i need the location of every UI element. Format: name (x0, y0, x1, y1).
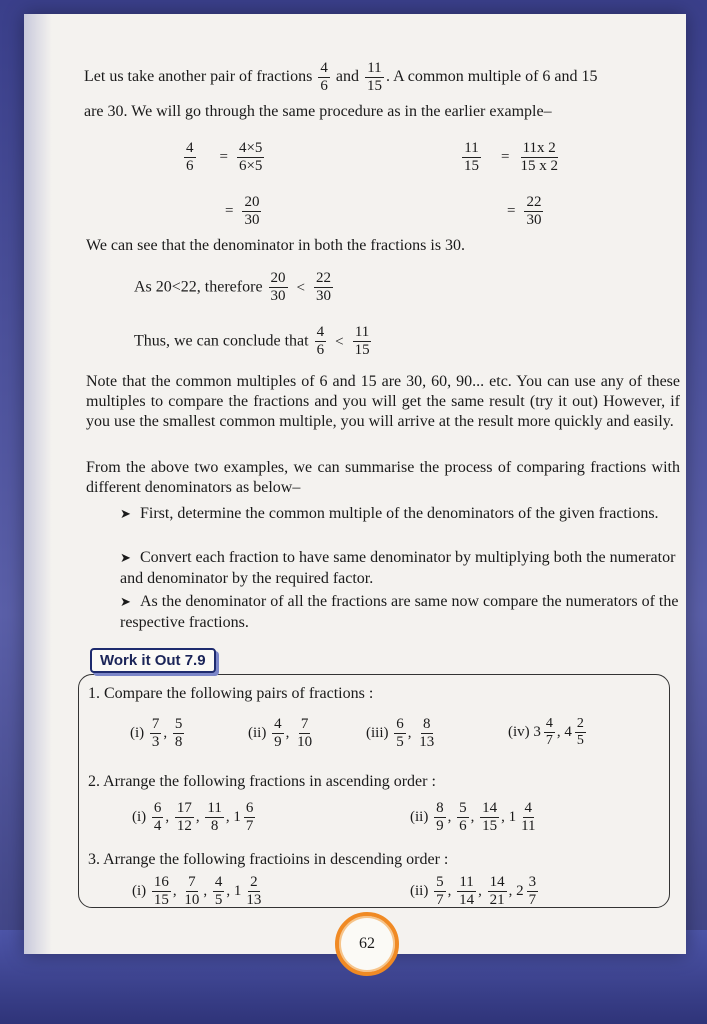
question-3: 3. Arrange the following fractioins in descending order : (88, 851, 449, 868)
question-1: 1. Compare the following pairs of fractions : (88, 685, 374, 702)
q1-item-ii: (ii) $\frac{4}{9}$ , $\frac{7}{10}$ (248, 716, 313, 750)
arrow-icon: ➤ (120, 551, 131, 566)
intro-text-a: Let us take another pair of fractions (84, 68, 313, 86)
work-left-eq1: $\frac{4}{6}$ = $\frac{4\times 5}{6\times 5}$ (186, 140, 263, 174)
denominator-note: We can see that the denominator in both the fractions is 30. (86, 237, 466, 254)
intro-line-1 (84, 60, 598, 95)
step-1: ➤ First, determine the common multiple of the denominators of the given fractions. (120, 504, 680, 525)
as-line: As 20<22, therefore $\frac{20}{30}$ < $\frac{22}{30}$ (134, 270, 332, 304)
q3-item-ii: (ii) $\frac{5}{7}$ , $\frac{11}{14}$ , $\frac{14}{21}$ , 2 $\frac{3}{7}$ (410, 874, 537, 908)
intro-text-b: . A common multiple of 6 and 15 (385, 68, 598, 86)
summary-paragraph: From the above two examples, we can summarise the process of comparing fractions with different denominators as below– (86, 459, 680, 496)
q1-item-iii: (iii) $\frac{6}{5}$ , $\frac{8}{13}$ (366, 716, 435, 750)
work-right-eq1: $\frac{11}{15}$ = $\frac{11x 2}{15 x 2}$ (464, 140, 558, 174)
q1-item-iv: (iv) 3 $\frac{4}{7}$ , 4 $\frac{2}{5}$ (508, 716, 584, 748)
page-number: 62 (335, 912, 399, 976)
fraction-4-6: $\frac{4}{6}$ (320, 60, 328, 94)
intro-and: and (335, 68, 359, 86)
q2-item-i: (i) $\frac{6}{4}$ , $\frac{17}{12}$ , $\frac{11}{8}$ , 1 $\frac{6}{7}$ (132, 800, 254, 834)
work-right-eq2: = $\frac{22}{30}$ (507, 194, 542, 228)
exercise-title: Work it Out 7.9 (90, 648, 216, 673)
q2-item-ii: (ii) $\frac{8}{9}$ , $\frac{5}{6}$ , $\frac{14}{15}$ , 1 $\frac{4}{11}$ (410, 800, 536, 834)
note-paragraph: Note that the common multiples of 6 and 15 are 30, 60, 90... etc. You can use any of these multiples to compare the fractions and you will get the same result (try it out) However, if you use the smallest common multiple, you will arrive at the result more quickly and easily. (86, 373, 680, 430)
step-3: ➤ As the denominator of all the fractions are same now compare the numerators of the respective fractions. (120, 593, 679, 631)
q3-item-i: (i) $\frac{16}{15}$ , $\frac{7}{10}$ , $\frac{4}{5}$ , 1 $\frac{2}{13}$ (132, 874, 262, 908)
thus-line: Thus, we can conclude that $\frac{4}{6}$ < $\frac{11}{15}$ (134, 324, 370, 358)
work-left-eq2: = $\frac{20}{30}$ (225, 194, 260, 228)
textbook-page (24, 14, 686, 954)
arrow-icon: ➤ (120, 595, 131, 610)
question-2: 2. Arrange the following fractions in ascending order : (88, 773, 436, 790)
q1-item-i: (i) $\frac{7}{3}$ , $\frac{5}{8}$ (130, 716, 183, 750)
arrow-icon: ➤ (120, 507, 131, 522)
step-2: ➤ Convert each fraction to have same denominator by multiplying both the numerator and denominator by the required factor. (120, 549, 676, 587)
intro-line-2: are 30. We will go through the same procedure as in the earlier example– (84, 103, 552, 120)
fraction-11-15: $\frac{11}{15}$ (366, 60, 382, 94)
